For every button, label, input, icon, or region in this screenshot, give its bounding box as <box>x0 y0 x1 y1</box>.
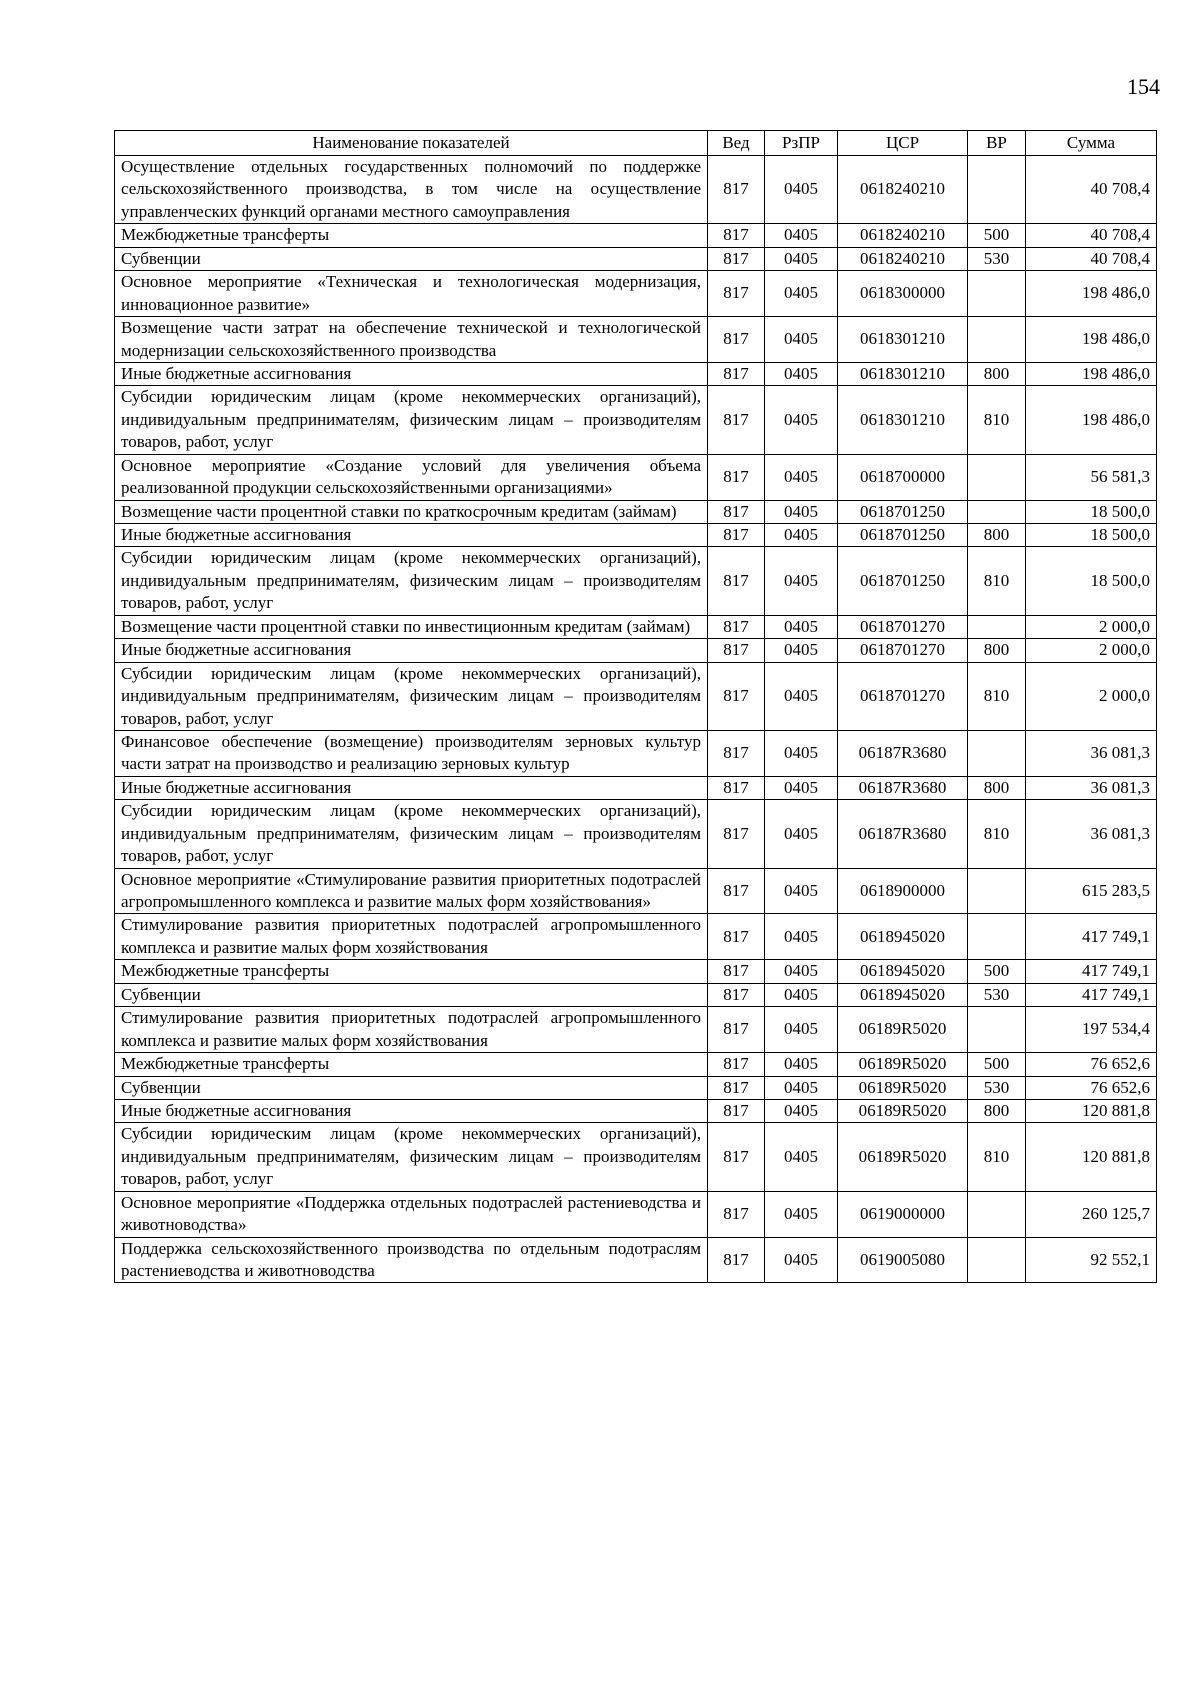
cell-sum: 2 000,0 <box>1026 639 1157 662</box>
cell-rzpr: 0405 <box>765 868 838 914</box>
cell-sum: 120 881,8 <box>1026 1099 1157 1122</box>
table-row <box>115 1191 1157 1237</box>
cell-csr: 0618701270 <box>838 662 968 730</box>
cell-name: Субвенции <box>115 247 708 270</box>
cell-ved: 817 <box>708 362 765 385</box>
cell-sum: 76 652,6 <box>1026 1076 1157 1099</box>
cell-sum: 56 581,3 <box>1026 454 1157 500</box>
cell-vr: 800 <box>968 524 1026 547</box>
cell-ved: 817 <box>708 547 765 615</box>
cell-vr <box>968 156 1026 224</box>
table-row <box>115 776 1157 799</box>
cell-name: Возмещение части процентной ставки по инвестиционным кредитам (займам) <box>115 615 708 638</box>
cell-sum: 260 125,7 <box>1026 1191 1157 1237</box>
table-row <box>115 800 1157 868</box>
cell-csr: 06187R3680 <box>838 800 968 868</box>
table-row <box>115 1237 1157 1283</box>
cell-sum: 198 486,0 <box>1026 362 1157 385</box>
cell-name: Субсидии юридическим лицам (кроме некоммерческих организаций), индивидуальным предпринимателям, физическим лицам – производителям товаров, работ, услуг <box>115 386 708 454</box>
cell-sum: 40 708,4 <box>1026 156 1157 224</box>
header-rzpr: РзПР <box>765 131 838 156</box>
table-row <box>115 662 1157 730</box>
cell-rzpr: 0405 <box>765 1123 838 1191</box>
header-row <box>115 131 1157 156</box>
cell-csr: 06189R5020 <box>838 1123 968 1191</box>
table-row <box>115 362 1157 385</box>
cell-vr <box>968 271 1026 317</box>
cell-csr: 0618701250 <box>838 547 968 615</box>
cell-rzpr: 0405 <box>765 500 838 523</box>
table-row <box>115 615 1157 638</box>
cell-name: Поддержка сельскохозяйственного производства по отдельным подотраслям растениеводства и животноводства <box>115 1237 708 1283</box>
table-row <box>115 454 1157 500</box>
cell-ved: 817 <box>708 639 765 662</box>
cell-csr: 06187R3680 <box>838 730 968 776</box>
cell-sum: 2 000,0 <box>1026 662 1157 730</box>
cell-ved: 817 <box>708 730 765 776</box>
budget-table <box>114 130 1157 1283</box>
cell-csr: 0618301210 <box>838 386 968 454</box>
cell-rzpr: 0405 <box>765 386 838 454</box>
cell-name: Иные бюджетные ассигнования <box>115 776 708 799</box>
table-row <box>115 386 1157 454</box>
cell-csr: 0618701250 <box>838 500 968 523</box>
cell-sum: 615 283,5 <box>1026 868 1157 914</box>
cell-name: Иные бюджетные ассигнования <box>115 524 708 547</box>
table-row <box>115 1007 1157 1053</box>
cell-ved: 817 <box>708 524 765 547</box>
cell-csr: 0618240210 <box>838 224 968 247</box>
cell-vr <box>968 317 1026 363</box>
cell-sum: 40 708,4 <box>1026 247 1157 270</box>
cell-name: Субвенции <box>115 1076 708 1099</box>
cell-name: Межбюджетные трансферты <box>115 960 708 983</box>
cell-vr: 500 <box>968 960 1026 983</box>
cell-rzpr: 0405 <box>765 800 838 868</box>
cell-rzpr: 0405 <box>765 1053 838 1076</box>
cell-vr: 500 <box>968 224 1026 247</box>
table-row <box>115 317 1157 363</box>
cell-rzpr: 0405 <box>765 662 838 730</box>
cell-rzpr: 0405 <box>765 1237 838 1283</box>
cell-csr: 06189R5020 <box>838 1007 968 1053</box>
cell-name: Стимулирование развития приоритетных подотраслей агропромышленного комплекса и развитие малых форм хозяйствования <box>115 914 708 960</box>
cell-csr: 06189R5020 <box>838 1076 968 1099</box>
cell-name: Субсидии юридическим лицам (кроме некоммерческих организаций), индивидуальным предпринимателям, физическим лицам – производителям товаров, работ, услуг <box>115 547 708 615</box>
table-row <box>115 730 1157 776</box>
cell-ved: 817 <box>708 1076 765 1099</box>
cell-rzpr: 0405 <box>765 247 838 270</box>
cell-sum: 198 486,0 <box>1026 317 1157 363</box>
table-row <box>115 1076 1157 1099</box>
cell-vr <box>968 1007 1026 1053</box>
cell-ved: 817 <box>708 615 765 638</box>
cell-vr: 500 <box>968 1053 1026 1076</box>
cell-rzpr: 0405 <box>765 615 838 638</box>
cell-rzpr: 0405 <box>765 983 838 1006</box>
cell-sum: 36 081,3 <box>1026 776 1157 799</box>
cell-rzpr: 0405 <box>765 1099 838 1122</box>
cell-sum: 36 081,3 <box>1026 730 1157 776</box>
cell-ved: 817 <box>708 868 765 914</box>
cell-csr: 0618301210 <box>838 362 968 385</box>
header-sum: Сумма <box>1026 131 1157 156</box>
cell-ved: 817 <box>708 500 765 523</box>
cell-rzpr: 0405 <box>765 1007 838 1053</box>
cell-ved: 817 <box>708 983 765 1006</box>
cell-sum: 18 500,0 <box>1026 547 1157 615</box>
cell-csr: 06189R5020 <box>838 1099 968 1122</box>
cell-csr: 0618240210 <box>838 247 968 270</box>
cell-csr: 0618900000 <box>838 868 968 914</box>
cell-sum: 40 708,4 <box>1026 224 1157 247</box>
cell-sum: 417 749,1 <box>1026 960 1157 983</box>
table-row <box>115 914 1157 960</box>
cell-rzpr: 0405 <box>765 639 838 662</box>
cell-name: Осуществление отдельных государственных полномочий по поддержке сельскохозяйственного производства, в том числе на осуществление управленческих функций органами местного самоуправления <box>115 156 708 224</box>
cell-vr: 800 <box>968 1099 1026 1122</box>
cell-name: Основное мероприятие «Стимулирование развития приоритетных подотраслей агропромышленного комплекса и развитие малых форм хозяйствования» <box>115 868 708 914</box>
cell-name: Стимулирование развития приоритетных подотраслей агропромышленного комплекса и развитие малых форм хозяйствования <box>115 1007 708 1053</box>
cell-csr: 0618945020 <box>838 983 968 1006</box>
cell-csr: 0619005080 <box>838 1237 968 1283</box>
table-row <box>115 983 1157 1006</box>
header-ved: Вед <box>708 131 765 156</box>
cell-name: Иные бюджетные ассигнования <box>115 362 708 385</box>
cell-rzpr: 0405 <box>765 156 838 224</box>
cell-sum: 2 000,0 <box>1026 615 1157 638</box>
table-row <box>115 639 1157 662</box>
table-row <box>115 547 1157 615</box>
header-name: Наименование показателей <box>115 131 708 156</box>
cell-rzpr: 0405 <box>765 362 838 385</box>
cell-ved: 817 <box>708 662 765 730</box>
cell-name: Субсидии юридическим лицам (кроме некоммерческих организаций), индивидуальным предпринимателям, физическим лицам – производителям товаров, работ, услуг <box>115 800 708 868</box>
cell-rzpr: 0405 <box>765 317 838 363</box>
cell-ved: 817 <box>708 1237 765 1283</box>
cell-rzpr: 0405 <box>765 271 838 317</box>
cell-csr: 0619000000 <box>838 1191 968 1237</box>
cell-rzpr: 0405 <box>765 547 838 615</box>
cell-ved: 817 <box>708 317 765 363</box>
table-row <box>115 156 1157 224</box>
cell-ved: 817 <box>708 914 765 960</box>
cell-vr <box>968 914 1026 960</box>
table-row <box>115 247 1157 270</box>
cell-rzpr: 0405 <box>765 730 838 776</box>
cell-vr <box>968 1237 1026 1283</box>
cell-ved: 817 <box>708 386 765 454</box>
cell-sum: 120 881,8 <box>1026 1123 1157 1191</box>
cell-name: Субвенции <box>115 983 708 1006</box>
cell-ved: 817 <box>708 156 765 224</box>
table-row <box>115 868 1157 914</box>
cell-ved: 817 <box>708 247 765 270</box>
cell-rzpr: 0405 <box>765 1076 838 1099</box>
cell-sum: 197 534,4 <box>1026 1007 1157 1053</box>
cell-vr: 530 <box>968 983 1026 1006</box>
table-row <box>115 271 1157 317</box>
cell-rzpr: 0405 <box>765 960 838 983</box>
cell-ved: 817 <box>708 1123 765 1191</box>
cell-name: Субсидии юридическим лицам (кроме некоммерческих организаций), индивидуальным предпринимателям, физическим лицам – производителям товаров, работ, услуг <box>115 1123 708 1191</box>
cell-csr: 0618700000 <box>838 454 968 500</box>
cell-csr: 0618701270 <box>838 615 968 638</box>
cell-ved: 817 <box>708 271 765 317</box>
cell-vr: 810 <box>968 662 1026 730</box>
cell-sum: 417 749,1 <box>1026 914 1157 960</box>
table-row <box>115 960 1157 983</box>
cell-name: Возмещение части процентной ставки по краткосрочным кредитам (займам) <box>115 500 708 523</box>
cell-vr <box>968 730 1026 776</box>
cell-csr: 0618945020 <box>838 914 968 960</box>
table-header <box>115 131 1157 156</box>
cell-name: Основное мероприятие «Создание условий для увеличения объема реализованной продукции сельскохозяйственными организациями» <box>115 454 708 500</box>
cell-sum: 36 081,3 <box>1026 800 1157 868</box>
cell-sum: 417 749,1 <box>1026 983 1157 1006</box>
cell-name: Иные бюджетные ассигнования <box>115 639 708 662</box>
cell-csr: 0618300000 <box>838 271 968 317</box>
cell-vr <box>968 1191 1026 1237</box>
table-row <box>115 1053 1157 1076</box>
cell-ved: 817 <box>708 1099 765 1122</box>
cell-ved: 817 <box>708 960 765 983</box>
cell-vr: 810 <box>968 547 1026 615</box>
cell-ved: 817 <box>708 454 765 500</box>
cell-name: Иные бюджетные ассигнования <box>115 1099 708 1122</box>
cell-csr: 0618701270 <box>838 639 968 662</box>
header-vr: ВР <box>968 131 1026 156</box>
page-number: 154 <box>1127 74 1160 99</box>
cell-csr: 06189R5020 <box>838 1053 968 1076</box>
cell-sum: 18 500,0 <box>1026 500 1157 523</box>
cell-vr: 810 <box>968 800 1026 868</box>
cell-vr <box>968 868 1026 914</box>
cell-sum: 76 652,6 <box>1026 1053 1157 1076</box>
cell-rzpr: 0405 <box>765 454 838 500</box>
table-row <box>115 1099 1157 1122</box>
table-row <box>115 1123 1157 1191</box>
cell-sum: 198 486,0 <box>1026 271 1157 317</box>
cell-rzpr: 0405 <box>765 224 838 247</box>
cell-name: Основное мероприятие «Поддержка отдельных подотраслей растениеводства и животноводства» <box>115 1191 708 1237</box>
cell-vr <box>968 500 1026 523</box>
cell-vr: 810 <box>968 1123 1026 1191</box>
cell-vr <box>968 615 1026 638</box>
table-row <box>115 524 1157 547</box>
cell-vr: 530 <box>968 1076 1026 1099</box>
cell-sum: 92 552,1 <box>1026 1237 1157 1283</box>
cell-name: Финансовое обеспечение (возмещение) производителям зерновых культур части затрат на производство и реализацию зерновых культур <box>115 730 708 776</box>
cell-vr: 800 <box>968 362 1026 385</box>
cell-csr: 06187R3680 <box>838 776 968 799</box>
cell-ved: 817 <box>708 800 765 868</box>
cell-ved: 817 <box>708 224 765 247</box>
cell-ved: 817 <box>708 1053 765 1076</box>
cell-rzpr: 0405 <box>765 1191 838 1237</box>
cell-ved: 817 <box>708 776 765 799</box>
cell-rzpr: 0405 <box>765 524 838 547</box>
table-row <box>115 224 1157 247</box>
cell-vr: 810 <box>968 386 1026 454</box>
cell-name: Основное мероприятие «Техническая и технологическая модернизация, инновационное развитие» <box>115 271 708 317</box>
cell-name: Возмещение части затрат на обеспечение технической и технологической модернизации сельскохозяйственного производства <box>115 317 708 363</box>
cell-sum: 198 486,0 <box>1026 386 1157 454</box>
cell-ved: 817 <box>708 1191 765 1237</box>
cell-name: Межбюджетные трансферты <box>115 224 708 247</box>
cell-vr: 800 <box>968 639 1026 662</box>
header-csr: ЦСР <box>838 131 968 156</box>
cell-sum: 18 500,0 <box>1026 524 1157 547</box>
cell-name: Субсидии юридическим лицам (кроме некоммерческих организаций), индивидуальным предпринимателям, физическим лицам – производителям товаров, работ, услуг <box>115 662 708 730</box>
table-body <box>115 156 1157 1283</box>
cell-vr <box>968 454 1026 500</box>
cell-csr: 0618701250 <box>838 524 968 547</box>
cell-csr: 0618301210 <box>838 317 968 363</box>
table-row <box>115 500 1157 523</box>
cell-vr: 800 <box>968 776 1026 799</box>
cell-csr: 0618945020 <box>838 960 968 983</box>
cell-vr: 530 <box>968 247 1026 270</box>
cell-csr: 0618240210 <box>838 156 968 224</box>
cell-ved: 817 <box>708 1007 765 1053</box>
cell-rzpr: 0405 <box>765 776 838 799</box>
cell-rzpr: 0405 <box>765 914 838 960</box>
cell-name: Межбюджетные трансферты <box>115 1053 708 1076</box>
